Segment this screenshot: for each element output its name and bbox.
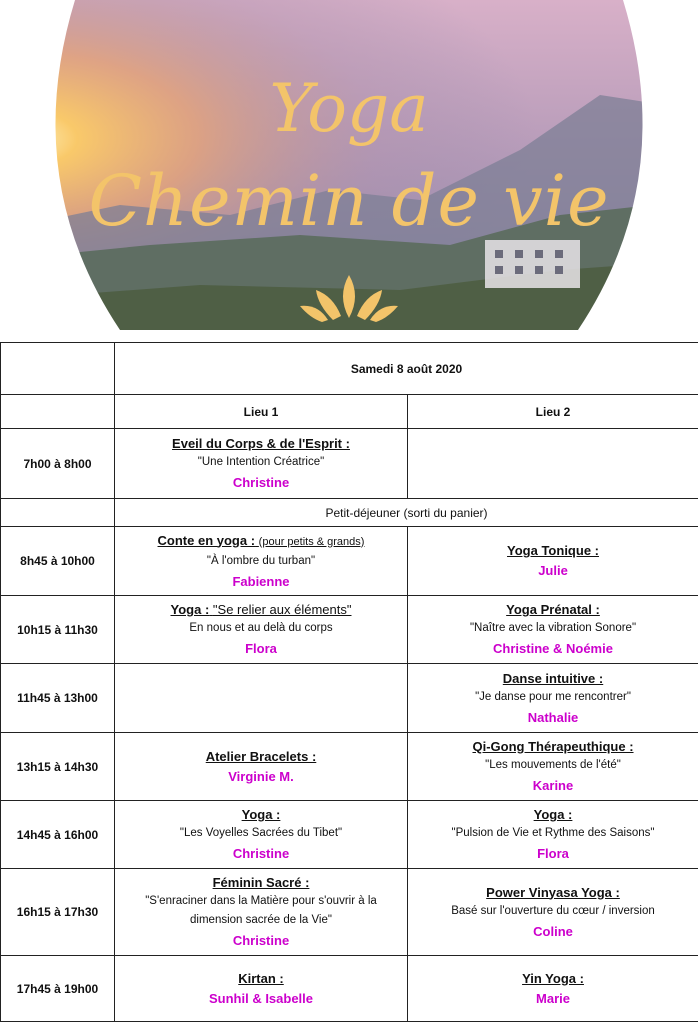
banner-title-line1: Yoga <box>269 70 429 147</box>
teacher-name: Sunhil & Isabelle <box>208 990 314 1006</box>
activity-title: Eveil du Corps & de l'Esprit : <box>172 436 350 451</box>
time-slot: 17h45 à 19h00 <box>1 956 115 1022</box>
empty-activity-cell <box>408 429 698 499</box>
teacher-name: Nathalie <box>527 709 579 725</box>
table-row <box>1 733 698 801</box>
teacher-name: Christine <box>232 933 290 948</box>
empty-time-header <box>1 395 115 429</box>
header-banner <box>0 0 698 330</box>
activity-title-line <box>119 600 403 619</box>
teacher-name: Flora <box>245 641 277 656</box>
day-title: Samedi 8 août 2020 <box>115 343 698 395</box>
activity-title: Yoga Tonique : <box>507 543 599 558</box>
table-row <box>1 956 698 1022</box>
activity-title: Kirtan : <box>238 970 284 986</box>
empty-activity-cell <box>115 664 408 733</box>
activity-cell <box>115 596 408 664</box>
activity-subtitle: "Une Intention Créatrice" <box>197 456 325 468</box>
activity-cell <box>408 801 698 869</box>
table-row <box>1 664 698 733</box>
activity-cell <box>408 596 698 664</box>
time-slot: 16h15 à 17h30 <box>1 869 115 956</box>
teacher-name: Coline <box>533 923 573 939</box>
table-row <box>1 499 698 527</box>
teacher-name: Christine <box>232 475 290 490</box>
time-slot: 7h00 à 8h00 <box>1 429 115 499</box>
time-slot: 10h15 à 11h30 <box>1 596 115 664</box>
activity-title: Qi-Gong Thérapeuthique : <box>472 739 634 754</box>
teacher-name: Fabienne <box>232 573 290 589</box>
activity-title: Yoga : <box>241 807 281 822</box>
teacher-name: Christine & Noémie <box>493 641 613 656</box>
breakfast-row: Petit-déjeuner (sorti du panier) <box>115 499 698 527</box>
activity-title: Féminin Sacré : <box>212 875 310 890</box>
time-slot: 11h45 à 13h00 <box>1 664 115 733</box>
activity-title: Power Vinyasa Yoga : <box>486 884 620 900</box>
activity-title: Danse intuitive : <box>502 670 604 686</box>
activity-cell <box>408 527 698 596</box>
activity-cell <box>115 733 408 801</box>
activity-cell <box>408 664 698 733</box>
activity-subtitle: "S'enraciner dans la Matière pour s'ouvrir à la dimension sacrée de la Vie" <box>145 895 377 926</box>
activity-subtitle: En nous et au delà du corps <box>189 622 333 634</box>
activity-subtitle: "Les Voyelles Sacrées du Tibet" <box>179 827 343 839</box>
teacher-name: Julie <box>538 563 568 578</box>
time-slot: 13h15 à 14h30 <box>1 733 115 801</box>
teacher-name: Virginie M. <box>228 768 294 784</box>
activity-subtitle: "Je danse pour me rencontrer" <box>475 690 631 703</box>
lieu-2-header: Lieu 2 <box>408 395 698 429</box>
activity-title: Yoga Prénatal : <box>506 602 600 617</box>
empty-corner-cell <box>1 343 115 395</box>
activity-subtitle: "Naître avec la vibration Sonore" <box>469 622 637 634</box>
activity-note: (pour petits & grands) <box>258 535 365 548</box>
table-row <box>1 801 698 869</box>
activity-title: Conte en yoga : <box>157 532 256 548</box>
activity-title: Yin Yoga : <box>522 970 584 986</box>
table-row <box>1 429 698 499</box>
time-slot: 14h45 à 16h00 <box>1 801 115 869</box>
activity-cell <box>408 733 698 801</box>
schedule-table <box>0 342 698 1022</box>
activity-title: Atelier Bracelets : <box>205 748 317 764</box>
activity-subtitle: Basé sur l'ouverture du cœur / inversion <box>451 904 655 917</box>
activity-cell <box>115 869 408 956</box>
teacher-name: Christine <box>232 846 290 861</box>
activity-cell <box>408 956 698 1022</box>
activity-cell <box>115 801 408 869</box>
activity-subtitle: "Pulsion de Vie et Rythme des Saisons" <box>451 827 655 839</box>
activity-cell <box>115 527 408 596</box>
activity-subtitle: "À l'ombre du turban" <box>206 554 316 567</box>
lieu-1-header: Lieu 1 <box>115 395 408 429</box>
time-slot: 8h45 à 10h00 <box>1 527 115 596</box>
teacher-name: Marie <box>536 990 570 1006</box>
table-row <box>1 596 698 664</box>
banner-title-line2: Chemin de vie <box>88 160 610 242</box>
activity-title: Yoga : <box>170 602 210 617</box>
activity-title-line <box>119 531 403 552</box>
activity-cell <box>115 956 408 1022</box>
activity-inline-subtitle: "Se relier aux éléments" <box>212 602 352 617</box>
activity-title: Yoga : <box>533 807 573 822</box>
teacher-name: Flora <box>537 846 569 861</box>
activity-cell <box>408 869 698 956</box>
empty-time-cell <box>1 499 115 527</box>
activity-subtitle: "Les mouvements de l'été" <box>485 759 621 771</box>
activity-cell <box>115 429 408 499</box>
table-row <box>1 869 698 956</box>
table-row <box>1 527 698 596</box>
teacher-name: Karine <box>532 778 574 793</box>
